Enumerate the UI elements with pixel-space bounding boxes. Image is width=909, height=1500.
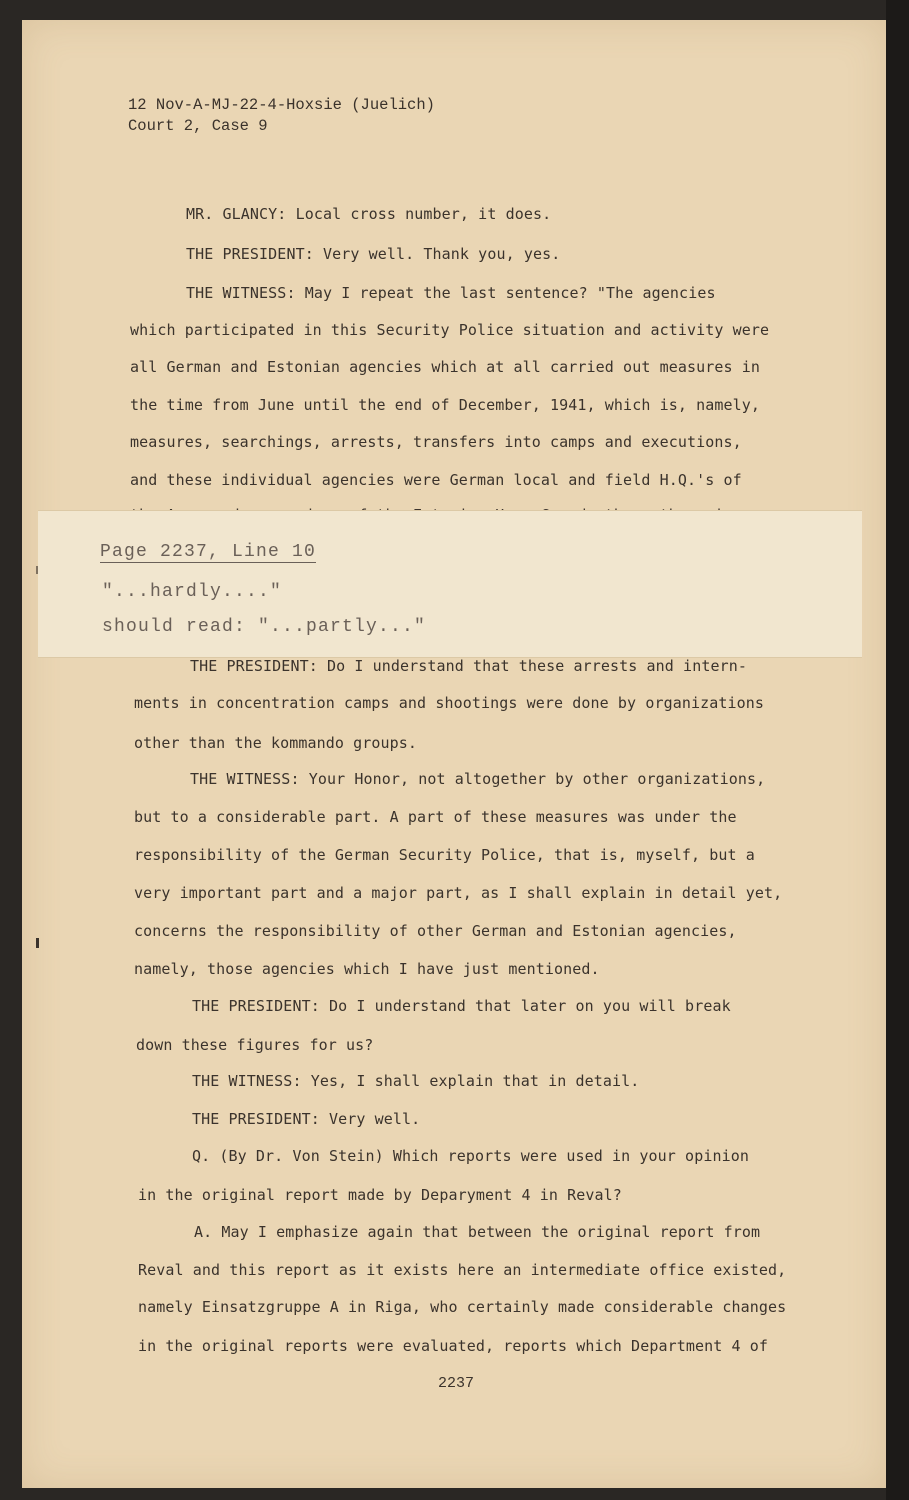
transcript-line: THE PRESIDENT: Do I understand that later on you will break: [192, 997, 731, 1015]
transcript-line: THE WITNESS: Yes, I shall explain that in detail.: [192, 1072, 640, 1090]
scan-border: [886, 0, 909, 1500]
transcript-line: which participated in this Security Police situation and activity were: [130, 321, 770, 339]
transcript-line: and these individual agencies were German local and field H.Q.'s of: [130, 471, 742, 489]
header-session-line: 12 Nov-A-MJ-22-4-Hoxsie (Juelich): [128, 96, 435, 114]
correction-slip-heading: Page 2237, Line 10: [100, 542, 317, 562]
correction-replacement-text: should read: "...partly...": [102, 617, 427, 637]
transcript-line: MR. GLANCY: Local cross number, it does.: [186, 205, 552, 223]
transcript-line: down these figures for us?: [136, 1036, 374, 1054]
transcript-line: in the original reports were evaluated, reports which Department 4 of: [138, 1337, 769, 1355]
transcript-line: A. May I emphasize again that between the original report from: [194, 1223, 761, 1241]
transcript-line: concerns the responsibility of other German and Estonian agencies,: [134, 922, 737, 940]
transcript-line: Reval and this report as it exists here an intermediate office existed,: [138, 1261, 787, 1279]
header-court-line: Court 2, Case 9: [128, 117, 268, 135]
transcript-line: the time from June until the end of December, 1941, which is, namely,: [130, 396, 761, 414]
margin-mark: [36, 566, 38, 574]
transcript-line: other than the kommando groups.: [134, 734, 418, 752]
transcript-line: Q. (By Dr. Von Stein) Which reports were used in your opinion: [192, 1147, 749, 1165]
transcript-line: all German and Estonian agencies which at all carried out measures in: [130, 358, 761, 376]
correction-original-text: "...hardly....": [102, 582, 283, 602]
transcript-line: responsibility of the German Security Police, that is, myself, but a: [134, 846, 755, 864]
margin-mark: [36, 938, 39, 948]
transcript-line: THE PRESIDENT: Very well. Thank you, yes.: [186, 245, 561, 263]
transcript-line: very important part and a major part, as I shall explain in detail yet,: [134, 884, 783, 902]
transcript-line: THE PRESIDENT: Very well.: [192, 1110, 421, 1128]
page-number: 2237: [438, 1375, 475, 1392]
transcript-line: measures, searchings, arrests, transfers into camps and executions,: [130, 433, 742, 451]
transcript-line: but to a considerable part. A part of these measures was under the: [134, 808, 737, 826]
transcript-line: namely Einsatzgruppe A in Riga, who certainly made considerable changes: [138, 1298, 787, 1316]
transcript-line: THE WITNESS: May I repeat the last sentence? "The agencies: [186, 284, 716, 302]
transcript-line: THE PRESIDENT: Do I understand that these arrests and intern-: [190, 657, 747, 675]
transcript-line: in the original report made by Deparyment 4 in Reval?: [138, 1186, 622, 1204]
transcript-line: ments in concentration camps and shootings were done by organizations: [134, 694, 765, 712]
transcript-line: namely, those agencies which I have just mentioned.: [134, 960, 600, 978]
transcript-line: THE WITNESS: Your Honor, not altogether by other organizations,: [190, 770, 766, 788]
